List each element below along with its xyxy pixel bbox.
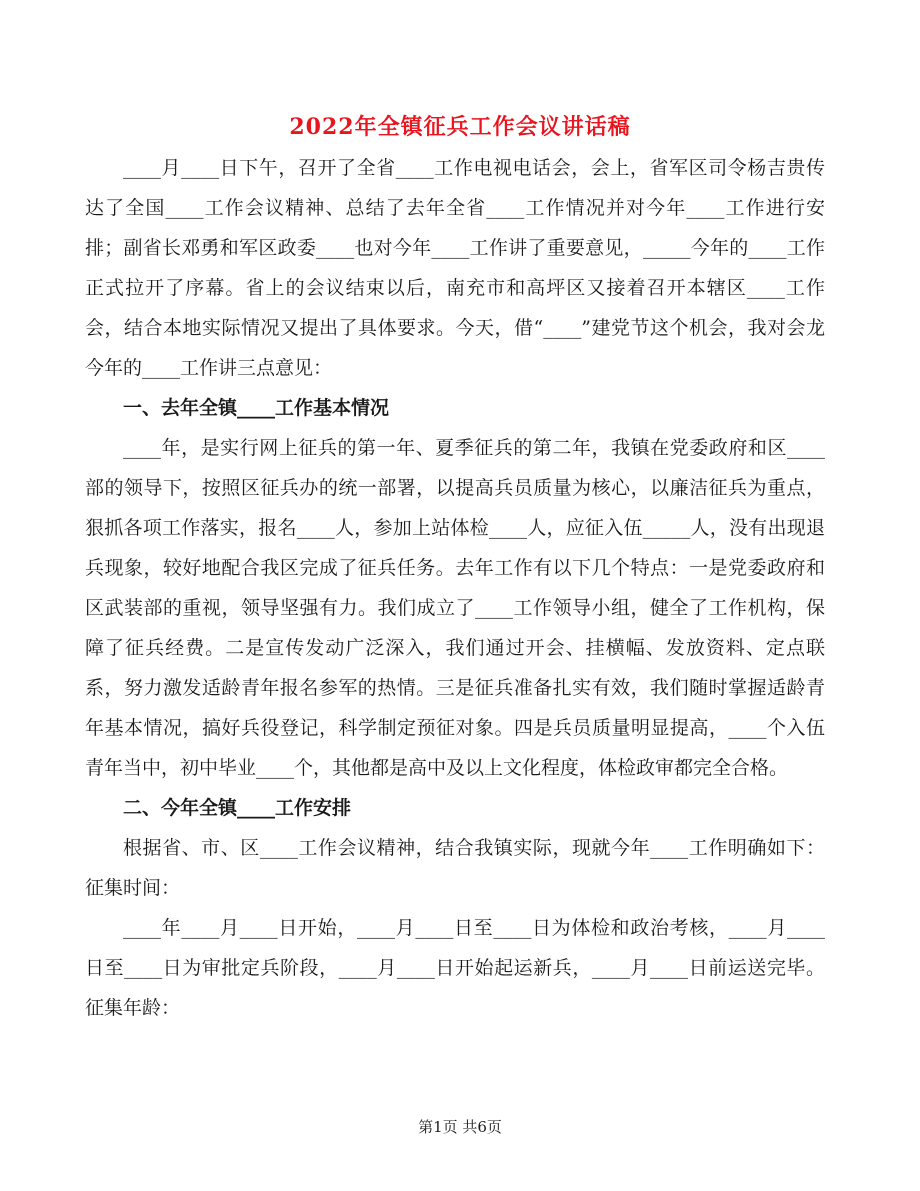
document-title: 2022年全镇征兵工作会议讲话稿	[289, 114, 631, 140]
page-number-footer: 第1页 共6页	[418, 1118, 502, 1136]
paragraph-schedule: ____年____月____日开始，____月____日至____日为体检和政治考核，____月____日至____日为审批定兵阶段，____月____日开始起运新兵，____月____日前运送完毕。征集年龄：	[85, 917, 825, 1019]
section-heading-1: 一、去年全镇____工作基本情况	[123, 397, 390, 419]
paragraph-plan: 根据省、市、区____工作会议精神，结合我镇实际，现就今年____工作明确如下：征集时间：	[85, 837, 825, 899]
paragraph-intro: ____月____日下午，召开了全省____工作电视电话会，会上，省军区司令杨吉贵传达了全国____工作会议精神、总结了去年全省____工作情况并对今年____工作进行安排；副省长邓勇和军区政委____也对今年____工作讲了重要意见，_____今年的____工作正式拉开了序幕。省上的会议结束以后，南充市和高坪区又接着召开本辖区____工作会，结合本地实际情况又提出了具体要求。今天，借“____”建党节这个机会，我对会龙今年的____工作讲三点意见：	[85, 157, 825, 379]
paragraph-last-year: ____年，是实行网上征兵的第一年、夏季征兵的第二年，我镇在党委政府和区____部的领导下，按照区征兵办的统一部署，以提高兵员质量为核心，以廉洁征兵为重点，狠抓各项工作落实，报名____人，参加上站体检____人，应征入伍_____人，没有出现退兵现象，较好地配合我区完成了征兵任务。去年工作有以下几个特点：一是党委政府和区武装部的重视，领导坚强有力。我们成立了____工作领导小组，健全了工作机构，保障了征兵经费。二是宣传发动广泛深入，我们通过开会、挂横幅、发放资料、定点联系，努力激发适龄青年报名参军的热情。三是征兵准备扎实有效，我们随时掌握适龄青年基本情况，搞好兵役登记，科学制定预征对象。四是兵员质量明显提高，____个入伍青年当中，初中毕业____个，其他都是高中及以上文化程度，体检政审都完全合格。	[85, 437, 825, 779]
document-body	[85, 148, 825, 1028]
section-heading-2: 二、今年全镇____工作安排	[123, 797, 352, 819]
